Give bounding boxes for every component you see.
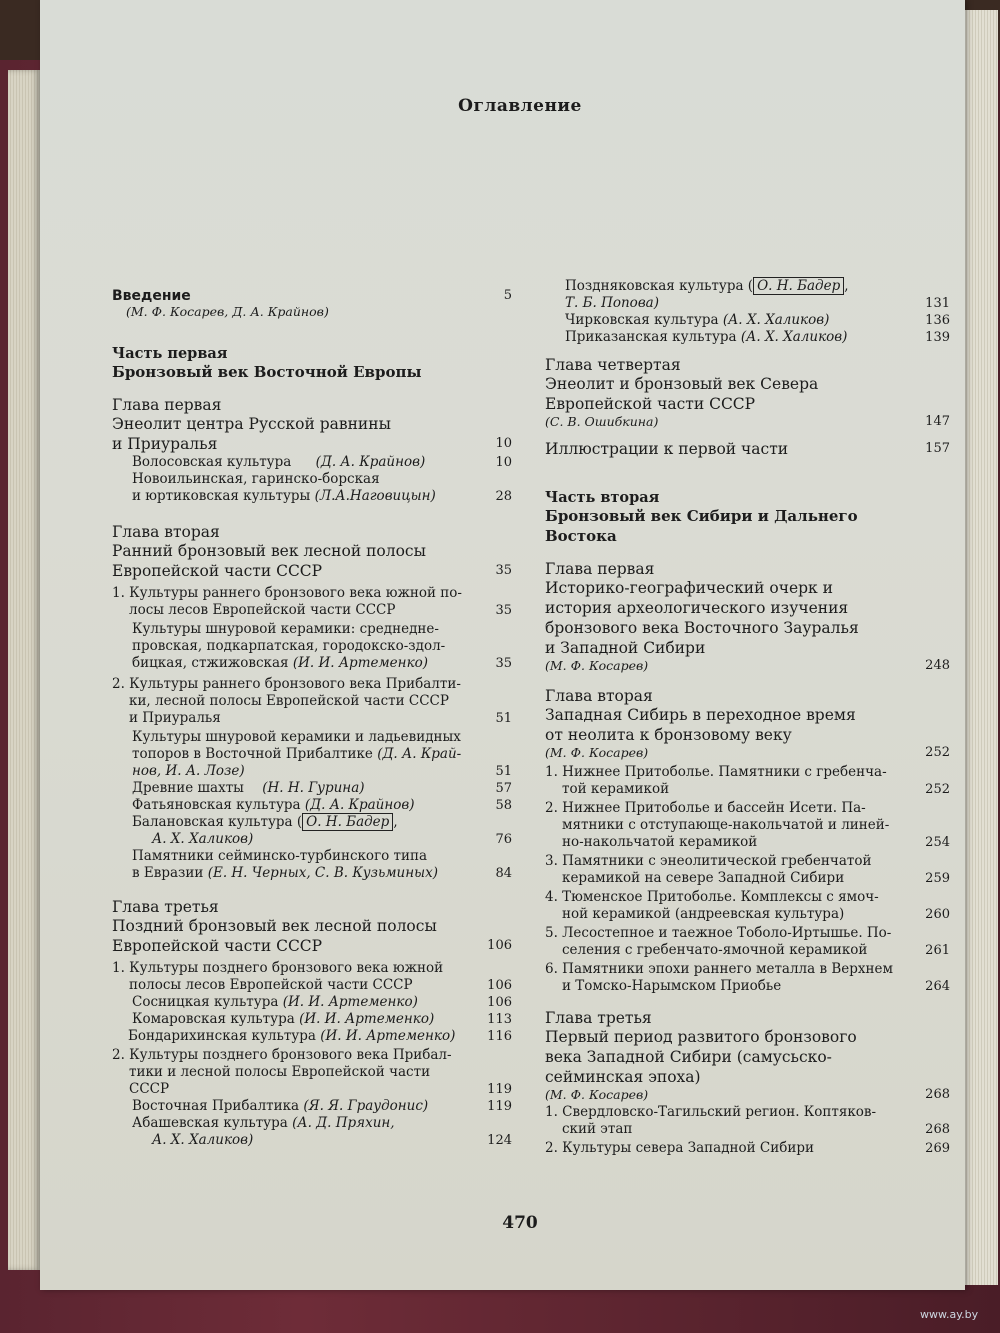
toc-entry [129,602,512,619]
page-ref: 35 [495,656,512,671]
chapter-title-cont: сейминская эпоха) [545,1068,701,1086]
toc-entry [129,977,512,994]
entry-author: (Е. Н. Черных, С. В. Кузьминых) [207,865,438,881]
toc-entry [545,1140,950,1157]
entry-text: лосы лесов Европейской части СССР [129,602,396,618]
page-ref: 35 [495,563,512,578]
entry-author: (А. Х. Халиков) [722,312,830,328]
watermark: www.ay.by [920,1308,979,1321]
entry-author: А. Х. Халиков) [152,831,254,847]
chapter-title-cont: века Западной Сибири (самусьско- [545,1048,832,1066]
entry-author: А. Х. Халиков) [152,1132,254,1148]
chapter-title-cont: Европейской части СССР [112,937,323,955]
toc-entry [562,1121,950,1138]
page-ref: 269 [925,1141,950,1156]
entry-text: топоров в Восточной Прибалтике [132,746,373,762]
entry-author: (М. Ф. Косарев) [545,1087,649,1102]
entry-author: (А. Д. Пряхин, [292,1115,395,1131]
toc-left-column [112,288,512,1149]
entry-author: (И. И. Артеменко) [292,655,429,671]
toc-entry [112,936,512,956]
toc-entry [132,831,512,848]
chapter-title-cont: и Западной Сибири [545,639,706,657]
page-number: 470 [502,1213,538,1233]
page-ref: 252 [925,782,950,797]
entry-text: 1. Свердловско-Тагильский регион. Коптяков- [545,1104,877,1120]
entry-text: полосы лесов Европейской части СССР [129,977,413,993]
chapter-label: Глава четвертая [545,356,681,374]
page-ref: 28 [495,489,512,504]
chapter-label: Глава первая [112,396,222,414]
page-ref: 268 [925,1087,950,1102]
entry-author: (Я. Я. Граудонис) [303,1098,429,1114]
toc-entry [562,978,950,995]
toc-intro [112,288,512,304]
entry-text: тики и лесной полосы Европейской части [129,1064,431,1080]
page-ref: 106 [487,938,512,953]
part1-title: Бронзовый век Восточной Европы [112,363,422,381]
intro-label: Введение [112,288,191,304]
entry-text: ки, лесной полосы Европейской части СССР [129,693,449,709]
entry-text: Поздняковская культура ( [565,278,754,294]
toc-entry [565,329,950,346]
entry-author: (Л.А.Наговицын) [314,488,436,504]
entry-text: Новоильинская, гаринско-борская [132,471,380,487]
entry-text: мятники с отступающе-накольчатой и линей- [562,817,890,833]
entry-text: Приказанская культура [565,329,737,345]
toc-entry [562,942,950,959]
intro-authors: (М. Ф. Косарев, Д. А. Крайнов) [126,304,329,319]
toc-entry [545,658,950,673]
entry-text: 2. Нижнее Притоболье и бассейн Исети. Па- [545,800,866,816]
entry-text: Комаровская культура [132,1011,295,1027]
page-ref: 106 [487,995,512,1010]
entry-author: (Д. А. Крайнов) [304,797,415,813]
toc-entry [112,561,512,581]
toc-entry [545,1087,950,1102]
intro-page: 5 [503,288,512,303]
page-ref: 10 [495,436,512,451]
toc-entry [132,454,512,471]
entry-text: , [393,814,398,830]
chapter-title-cont: и Приуралья [112,435,218,453]
entry-text: Чирковская культура [565,312,719,328]
page-ref: 58 [495,798,512,813]
chapter-label: Глава третья [112,898,219,916]
entry-author: (И. И. Артеменко) [320,1028,456,1044]
toc-entry [562,870,950,887]
entry-text: 3. Памятники с энеолитической гребенчатой [545,853,872,869]
entry-author: (С. В. Ошибкина) [545,414,659,429]
chapter-title: Ранний бронзовый век лесной полосы [112,542,426,560]
entry-text: Бондарихинская культура [128,1028,316,1044]
entry-author: (М. Ф. Косарев) [545,745,649,760]
boxed-author: О. Н. Бадер [753,277,844,295]
page-ref: 106 [487,978,512,993]
page-ref: 84 [495,866,512,881]
page-ref: 51 [495,711,512,726]
entry-text: 2. Культуры севера Западной Сибири [545,1140,815,1156]
entry-text: СССР [129,1081,170,1097]
entry-text: но-накольчатой керамикой [562,834,758,850]
toc-entry [562,906,950,923]
entry-text: Фатьяновская культура [132,797,301,813]
page-ref: 260 [925,907,950,922]
page-ref: 157 [925,441,950,456]
toc-entry [565,312,950,329]
entry-text: и Приуралья [129,710,221,726]
toc-entry [565,295,950,312]
toc-entry [132,488,512,505]
page-title: Оглавление [458,96,582,116]
page-ref: 51 [495,764,512,779]
entry-author: (А. Х. Халиков) [740,329,848,345]
entry-text: Культуры шнуровой керамики и ладьевидных [132,729,461,745]
entry-text: Восточная Прибалтика [132,1098,300,1114]
page-ref: 119 [487,1082,512,1097]
part2-label: Часть вторая [545,489,660,506]
entry-author: (Н. Н. Гурина) [262,780,365,796]
toc-entry [545,414,950,429]
toc-entry [132,655,512,672]
part1-label: Часть первая [112,345,228,362]
entry-text: Сосницкая культура [132,994,279,1010]
page-ref: 147 [925,414,950,429]
page-stack-left [8,70,40,1270]
page-ref: 76 [495,832,512,847]
chapter-title: Энеолит и бронзовый век Севера [545,375,819,393]
page-ref: 10 [495,455,512,470]
toc-entry [132,1011,512,1028]
entry-text: 4. Тюменское Притоболье. Комплексы с ямоч- [545,889,879,905]
toc-entry [132,797,512,814]
chapter-title: Первый период развитого бронзового [545,1028,857,1046]
chapter-title-cont: Европейской части СССР [545,395,756,413]
entry-author: нов, И. А. Лозе) [132,763,245,779]
chapter-title-cont: Европейской части СССР [112,562,323,580]
toc-entry [129,710,512,727]
toc-entry [545,745,950,760]
chapter-title: Историко-географический очерк и [545,579,833,597]
entry-text: Культуры шнуровой керамики: среднедне- [132,621,439,637]
chapter-label: Глава вторая [112,523,220,541]
chapter-title-cont: от неолита к бронзовому веку [545,726,792,744]
chapter-title: Энеолит центра Русской равнины [112,415,391,433]
page-ref: 136 [925,313,950,328]
toc-entry [132,1098,512,1115]
entry-text: 5. Лесостепное и таежное Тоболо-Иртышье. По- [545,925,892,941]
page-ref: 254 [925,835,950,850]
page-ref: 248 [925,658,950,673]
toc-right-column [545,278,950,1157]
entry-text: ной керамикой (андреевская культура) [562,906,845,922]
entry-text: 1. Нижнее Притоболье. Памятники с гребенча- [545,764,887,780]
entry-author: (Д. А. Край- [377,746,462,762]
entry-text: бицкая, стжижовская [132,655,289,671]
book-page [40,0,965,1290]
toc-entry [129,1081,512,1098]
entry-text: ский этап [562,1121,633,1137]
entry-text: Иллюстрации к первой части [545,440,789,458]
entry-text: Абашевская культура [132,1115,288,1131]
chapter-label: Глава первая [545,560,655,578]
entry-author: (И. И. Артеменко) [282,994,418,1010]
chapter-title-cont: бронзового века Восточного Зауралья [545,619,859,637]
page-ref: 139 [925,330,950,345]
page-ref: 261 [925,943,950,958]
part2-title: Бронзовый век Сибири и Дальнего [545,507,858,525]
page-ref: 264 [925,979,950,994]
entry-text: провская, подкарпатская, городокско-здол- [132,638,446,654]
page-ref: 268 [925,1122,950,1137]
toc-entry [128,1028,512,1045]
entry-text: и юртиковская культуры [132,488,311,504]
toc-entry [112,434,512,454]
page-ref: 35 [495,603,512,618]
entry-author: (И. И. Артеменко) [299,1011,435,1027]
page-ref: 119 [487,1099,512,1114]
entry-author: (Д. А. Крайнов) [315,454,426,470]
page-ref: 57 [495,781,512,796]
toc-entry [132,1132,512,1149]
page-ref: 131 [925,296,950,311]
page-ref: 252 [925,745,950,760]
entry-text: той керамикой [562,781,670,797]
toc-entry [132,763,512,780]
toc-entry [132,994,512,1011]
page-ref: 124 [487,1133,512,1148]
toc-entry [132,780,512,797]
page-ref: 116 [487,1029,512,1044]
page-ref: 259 [925,871,950,886]
entry-text: Древние шахты [132,780,244,796]
entry-author: (М. Ф. Косарев) [545,658,649,673]
boxed-author: О. Н. Бадер [302,813,393,831]
toc-entry [562,781,950,798]
entry-text: 1. Культуры раннего бронзового века южной по- [112,585,462,601]
entry-text: Волосовская культура [132,454,292,470]
entry-text: 1. Культуры позднего бронзового века южной [112,960,444,976]
entry-text: 2. Культуры позднего бронзового века Прибал- [112,1047,452,1063]
entry-text: 6. Памятники эпохи раннего металла в Верхнем [545,961,894,977]
toc-entry [562,834,950,851]
page-ref: 113 [487,1012,512,1027]
chapter-label: Глава вторая [545,687,653,705]
entry-text: и Томско-Нарымском Приобье [562,978,782,994]
entry-author: Т. Б. Попова) [565,295,659,311]
chapter-title: Западная Сибирь в переходное время [545,706,856,724]
chapter-title: Поздний бронзовый век лесной полосы [112,917,437,935]
part2-title-cont: Востока [545,527,617,545]
toc-entry [132,865,512,882]
entry-text: в Евразии [132,865,204,881]
entry-text: , [844,278,849,294]
entry-text: селения с гребенчато-ямочной керамикой [562,942,868,958]
entry-text: Балановская культура ( [132,814,303,830]
entry-text: Памятники сейминско-турбинского типа [132,848,428,864]
chapter-label: Глава третья [545,1009,652,1027]
entry-text: 2. Культуры раннего бронзового века Прибалти- [112,676,461,692]
toc-entry [545,439,950,459]
chapter-title-cont: история археологического изучения [545,599,849,617]
entry-text: керамикой на севере Западной Сибири [562,870,845,886]
